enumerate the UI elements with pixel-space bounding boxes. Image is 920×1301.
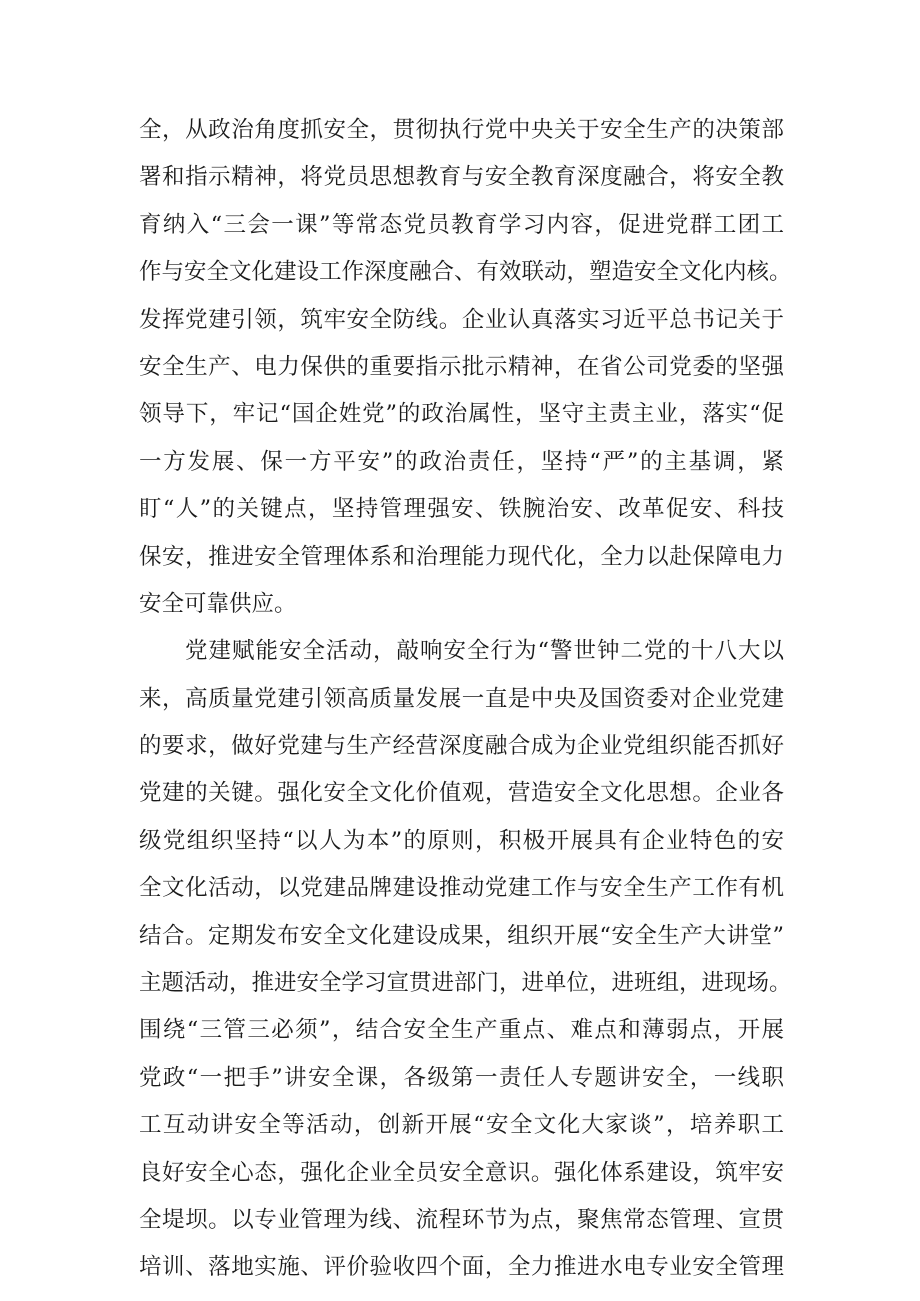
text-line: 全文化活动，以党建品牌建设推动党建工作与安全生产工作有机	[139, 875, 784, 902]
paragraph-1	[139, 107, 792, 628]
text-line: 一方发展、保一方平安”的政治责任，坚持“严”的主基调，紧	[139, 448, 784, 475]
text-line: 育纳入“三会一课”等常态党员教育学习内容，促进党群工团工	[139, 211, 784, 238]
text-line-first: 党建赋能安全活动，敲响安全行为“警世钟二党的十八大以	[185, 638, 784, 665]
text-line: 盯“人”的关键点，坚持管理强安、铁腕治安、改革促安、科技	[139, 496, 784, 523]
text-line: 作与安全文化建设工作深度融合、有效联动，塑造安全文化内核。	[139, 259, 792, 286]
text-line: 党建的关键。强化安全文化价值观，营造安全文化思想。企业各	[139, 780, 784, 807]
document-body	[139, 107, 792, 1292]
text-line: 党政“一把手”讲安全课，各级第一责任人专题讲安全，一线职	[139, 1064, 784, 1091]
text-line: 级党组织坚持“以人为本”的原则，积极开展具有企业特色的安	[139, 827, 784, 854]
text-line: 培训、落地实施、评价验收四个面，全力推进水电专业安全管理	[139, 1254, 784, 1281]
text-line: 安全生产、电力保供的重要指示批示精神，在省公司党委的坚强	[139, 353, 784, 380]
text-line: 全，从政治角度抓安全，贯彻执行党中央关于安全生产的决策部	[139, 117, 784, 143]
paragraph-2	[139, 628, 792, 1291]
text-line: 来，高质量党建引领高质量发展一直是中央及国资委对企业党建	[139, 685, 784, 712]
text-line: 结合。定期发布安全文化建设成果，组织开展“安全生产大讲堂”	[139, 922, 784, 949]
text-line: 主题活动，推进安全学习宣贯进部门，进单位，进班组，进现场。	[139, 970, 792, 997]
text-line: 署和指示精神，将党员思想教育与安全教育深度融合，将安全教	[139, 164, 784, 191]
text-line: 全堤坝。以专业管理为线、流程环节为点，聚焦常态管理、宣贯	[139, 1206, 784, 1233]
text-line-last: 安全可靠供应。	[139, 590, 297, 617]
text-line: 的要求，做好党建与生产经营深度融合成为企业党组织能否抓好	[139, 733, 784, 760]
text-line: 良好安全心态，强化企业全员安全意识。强化体系建设，筑牢安	[139, 1159, 784, 1186]
text-line: 领导下，牢记“国企姓党”的政治属性，坚守主责主业，落实“促	[139, 401, 784, 428]
text-line: 围绕“三管三必须”，结合安全生产重点、难点和薄弱点，开展	[139, 1017, 784, 1044]
text-line: 发挥党建引领，筑牢安全防线。企业认真落实习近平总书记关于	[139, 306, 784, 333]
text-line: 工互动讲安全等活动，创新开展“安全文化大家谈”，培养职工	[139, 1112, 784, 1139]
text-line: 保安，推进安全管理体系和治理能力现代化，全力以赴保障电力	[139, 543, 784, 570]
